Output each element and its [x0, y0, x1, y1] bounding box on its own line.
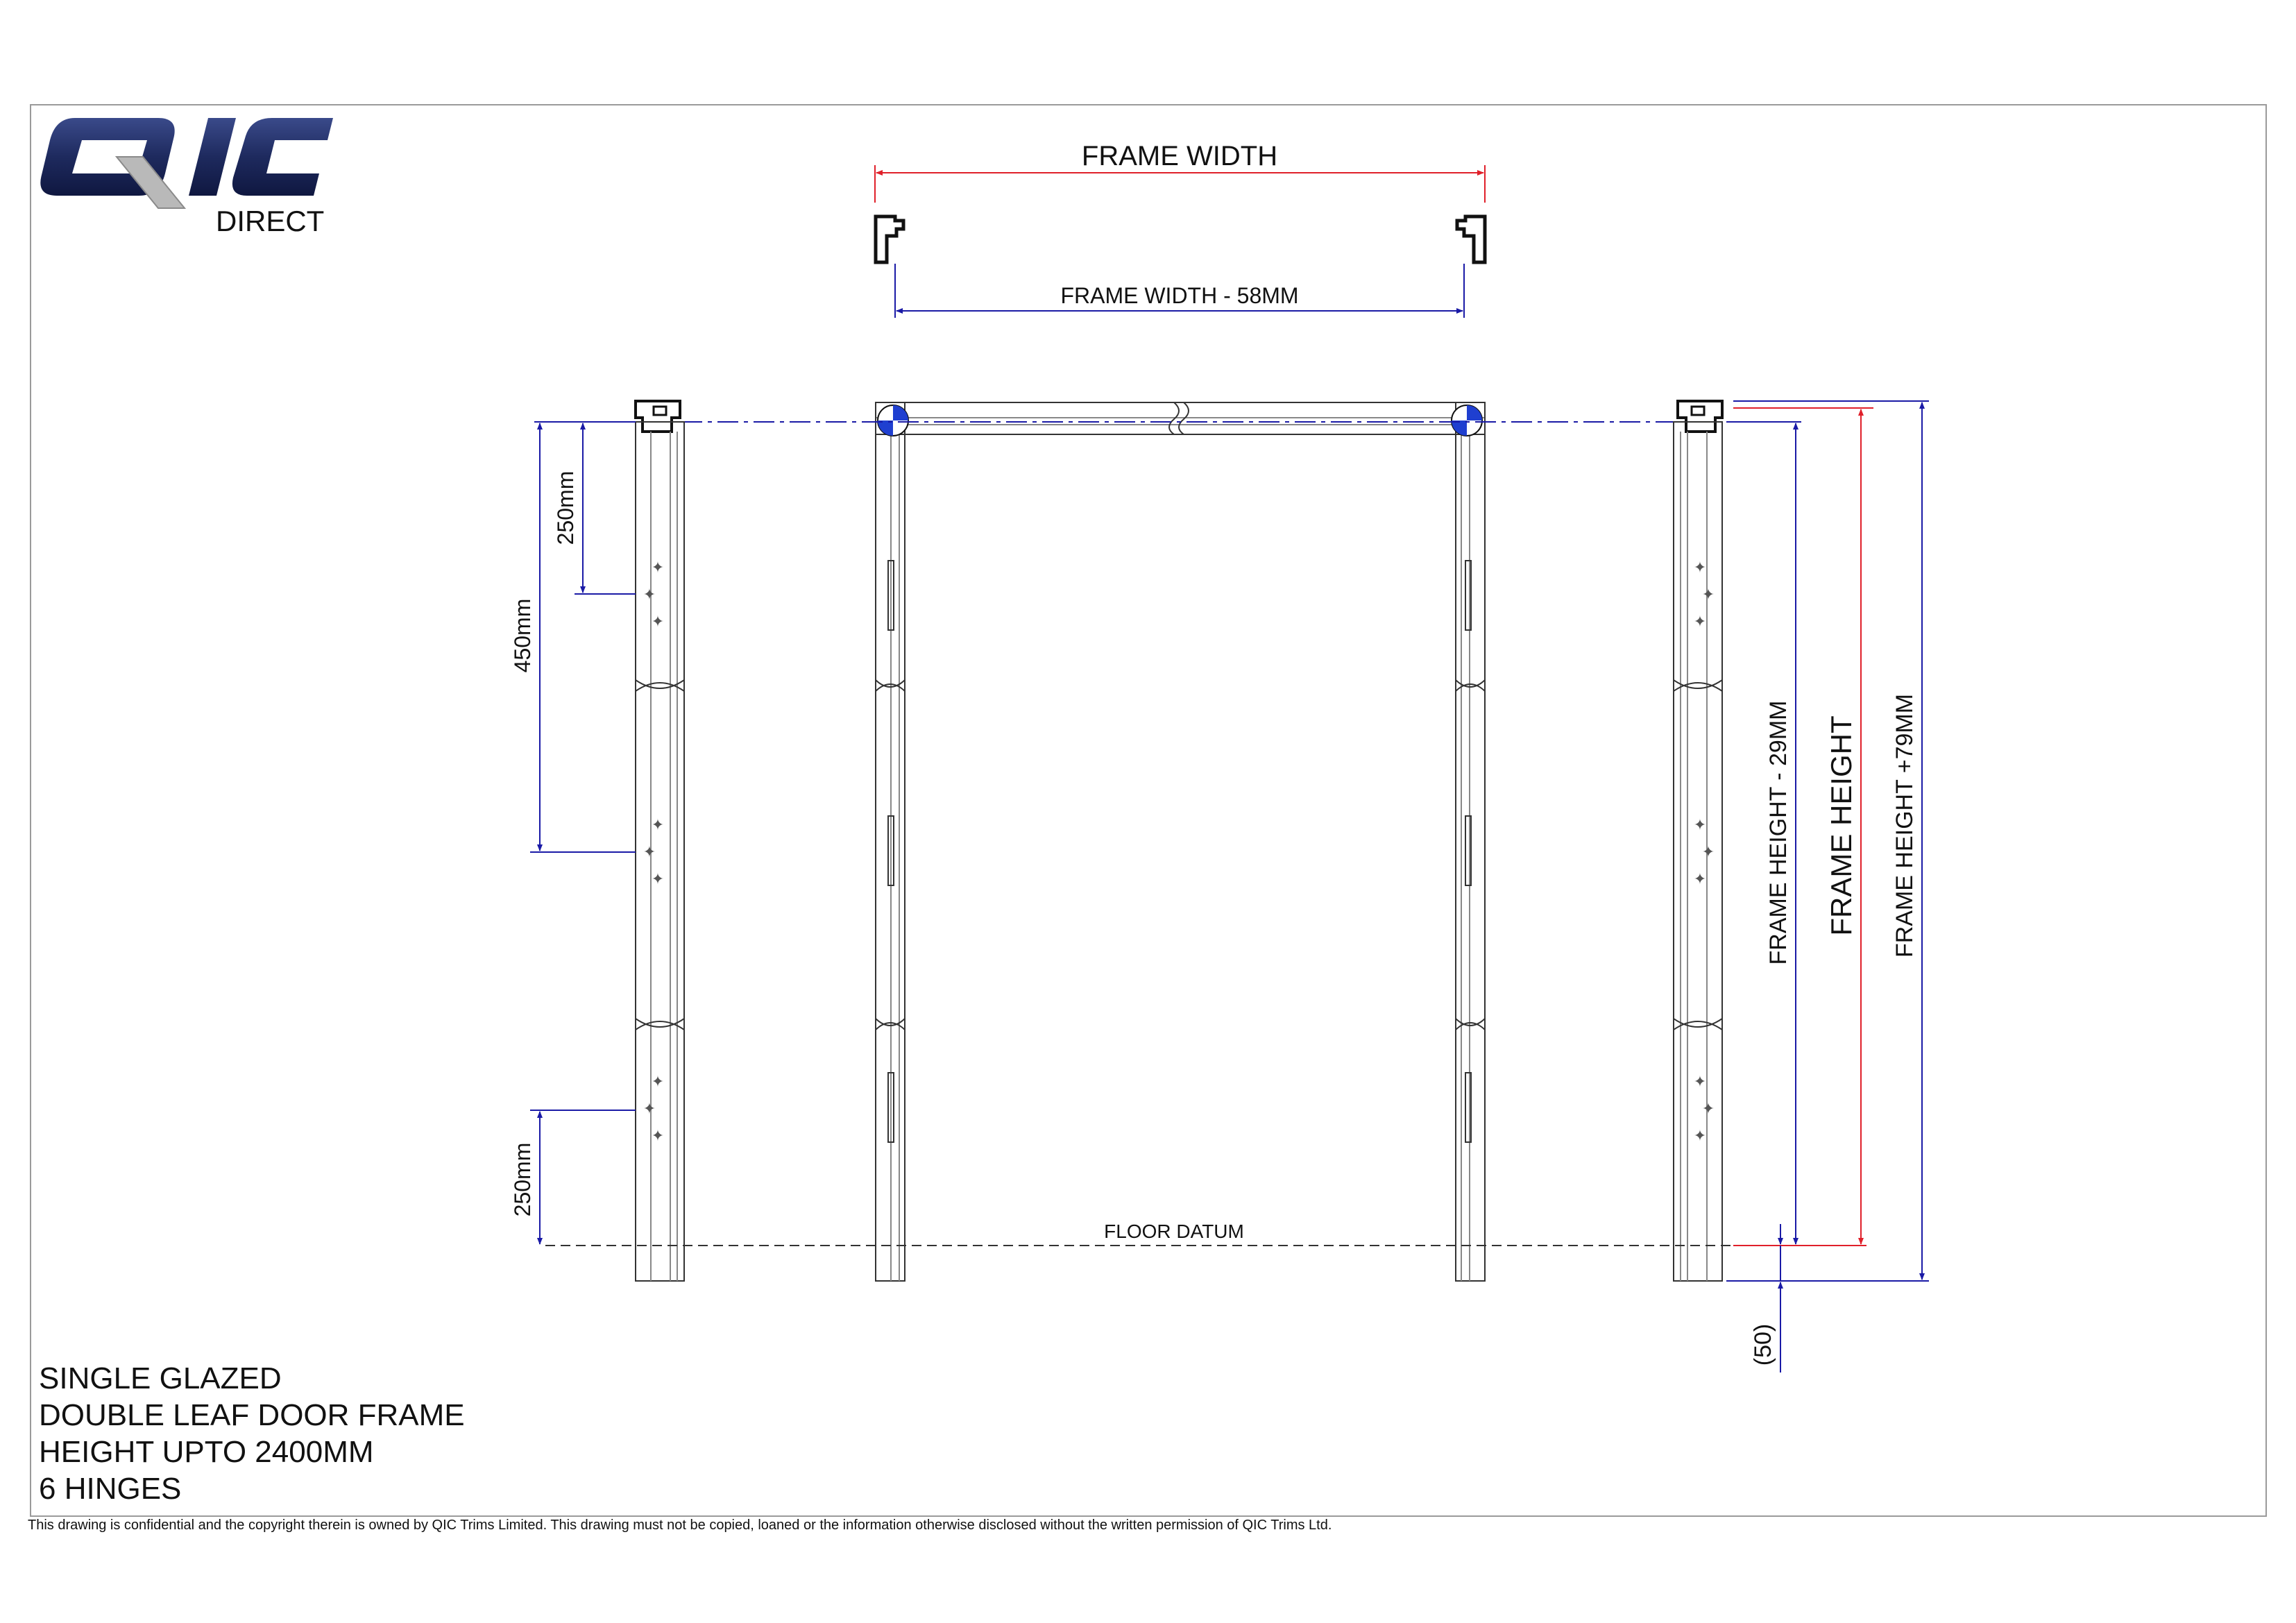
svg-text:✦: ✦ [643, 586, 656, 604]
svg-text:✦: ✦ [643, 1101, 656, 1118]
left-hinge-screws [643, 559, 664, 1145]
svg-text:✦: ✦ [651, 817, 665, 834]
floor-gap-label: (50) [1750, 1323, 1776, 1366]
frame-width-minus-label: FRAME WIDTH - 58MM [1060, 283, 1299, 308]
svg-text:✦: ✦ [1701, 586, 1715, 604]
hinge-top-label: 250mm [553, 470, 578, 545]
svg-text:✦: ✦ [1701, 844, 1715, 861]
frame-height-label: FRAME HEIGHT [1825, 715, 1857, 936]
svg-text:✦: ✦ [651, 559, 665, 577]
frame-width-label: FRAME WIDTH [1081, 141, 1278, 171]
floor-datum-label: FLOOR DATUM [1104, 1221, 1244, 1242]
svg-text:✦: ✦ [1693, 871, 1707, 888]
drawing-notes [39, 1360, 465, 1507]
copyright-disclaimer: This drawing is confidential and the copyright therein is owned by QIC Trims Limited. This drawing must not be copied, loaned or the information otherwise disclosed without the written permission of QIC Trims Ltd. [28, 1518, 1332, 1533]
svg-text:✦: ✦ [643, 844, 656, 861]
datum-marker-left [878, 405, 908, 436]
frame-width-minus-dimension [895, 264, 1464, 318]
svg-text:✦: ✦ [651, 1073, 665, 1091]
hinge-dimensions-left [530, 422, 636, 1244]
svg-text:✦: ✦ [1693, 1128, 1707, 1145]
svg-text:✦: ✦ [1693, 613, 1707, 631]
hinge-bottom-label: 250mm [510, 1142, 535, 1217]
note-line: DOUBLE LEAF DOOR FRAME [39, 1398, 465, 1432]
svg-text:✦: ✦ [1701, 1101, 1715, 1118]
left-side-jamb [636, 401, 684, 1281]
note-line: SINGLE GLAZED [39, 1361, 282, 1395]
main-door-frame [876, 402, 1485, 1281]
note-line: HEIGHT UPTO 2400MM [39, 1435, 374, 1469]
svg-text:✦: ✦ [1693, 559, 1707, 577]
floor-datum [545, 1221, 1733, 1246]
svg-text:✦: ✦ [651, 1128, 665, 1145]
top-frame-section-right [1457, 216, 1485, 262]
svg-text:✦: ✦ [1693, 1073, 1707, 1091]
qic-logo [40, 118, 333, 237]
sheet-border [31, 105, 2266, 1516]
svg-text:✦: ✦ [651, 613, 665, 631]
right-side-jamb [1674, 401, 1722, 1281]
hinge-spacing-label: 450mm [510, 598, 535, 673]
right-hinge-screws [1694, 559, 1715, 1145]
svg-text:✦: ✦ [1693, 817, 1707, 834]
note-line: 6 HINGES [39, 1472, 182, 1506]
frame-height-minus-label: FRAME HEIGHT - 29MM [1765, 700, 1792, 965]
top-frame-section-left [876, 216, 903, 262]
svg-text:✦: ✦ [651, 871, 665, 888]
datum-marker-right [1452, 405, 1482, 436]
frame-height-plus-label: FRAME HEIGHT +79MM [1891, 693, 1918, 958]
frame-width-dimension [875, 141, 1485, 203]
logo-subtext: DIRECT [216, 205, 325, 237]
